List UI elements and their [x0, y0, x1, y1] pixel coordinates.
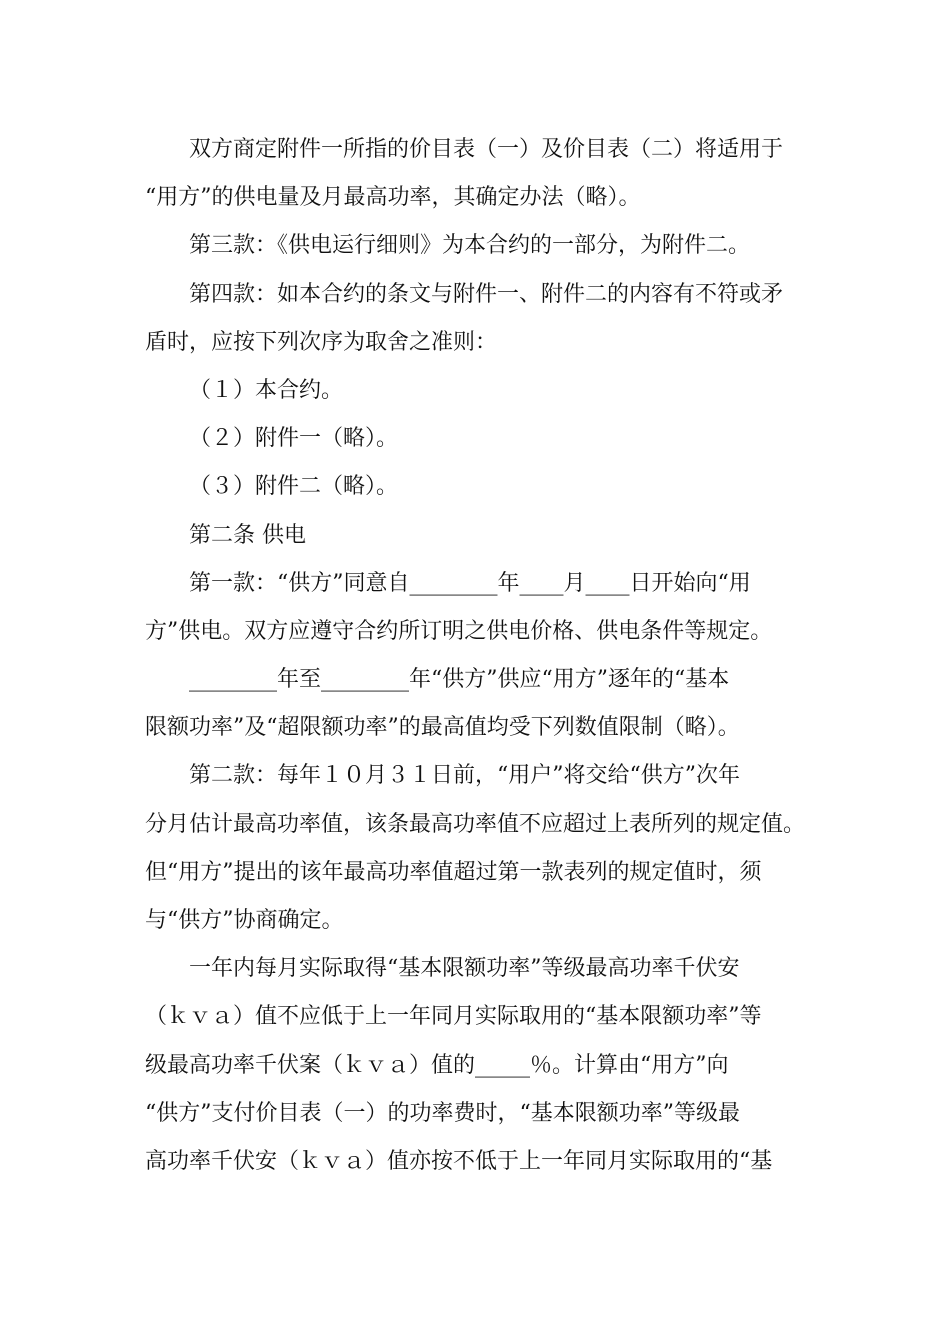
monthly-power-line-3: 级最高功率千伏案（ｋｖａ）值的_____％。计算由“用方”向	[145, 1052, 729, 1078]
article-2-clause-1-line-1: 第一款：“供方”同意自________年____月____日开始向“用	[189, 570, 751, 596]
article-2-clause-2-line-4: 与“供方”协商确定。	[145, 908, 344, 933]
article-2-clause-2-line-3: 但“用方”提出的该年最高功率值超过第一款表列的规定值时，须	[145, 859, 762, 885]
order-item-3: （３）附件二（略）。	[189, 474, 399, 500]
document-body	[145, 126, 805, 1186]
monthly-power-line-2: （ｋｖａ）值不应低于上一年同月实际取用的“基本限额功率”等	[145, 1004, 762, 1030]
monthly-power-line-1: 一年内每月实际取得“基本限额功率”等级最高功率千伏安	[189, 956, 740, 982]
order-item-1: （１）本合约。	[189, 377, 344, 403]
power-limit-line-1: ________年至________年“供方”供应“用方”逐年的“基本	[189, 667, 730, 693]
power-limit-line-2: 限额功率”及“超限额功率”的最高值均受下列数值限制（略）。	[145, 715, 740, 741]
article-2-heading: 第二条 供电	[189, 522, 306, 548]
article-2-clause-2-line-2: 分月估计最高功率值，该条最高功率值不应超过上表所列的规定值。	[145, 811, 806, 837]
clause-4-line-2: 盾时，应按下列次序为取舍之准则：	[145, 329, 498, 355]
order-item-2: （２）附件一（略）。	[189, 426, 399, 452]
clause-3-line: 第三款：《供电运行细则》为本合约的一部分，为附件二。	[189, 233, 751, 259]
clause-4-line-1: 第四款：如本合约的条文与附件一、附件二的内容有不符或矛	[189, 281, 784, 307]
paragraph-line-2: “用方”的供电量及月最高功率，其确定办法（略）。	[145, 185, 641, 211]
article-2-clause-1-line-2: 方”供电。双方应遵守合约所订明之供电价格、供电条件等规定。	[145, 618, 773, 644]
paragraph-line-1: 双方商定附件一所指的价目表（一）及价目表（二）将适用于	[189, 137, 784, 162]
monthly-power-line-5: 高功率千伏安（ｋｖａ）值亦按不低于上一年同月实际取用的“基	[145, 1148, 773, 1174]
article-2-clause-2-line-1: 第二款：每年１０月３１日前，“用户”将交给“供方”次年	[189, 763, 740, 789]
monthly-power-line-4: “供方”支付价目表（一）的功率费时，“基本限额功率”等级最	[145, 1100, 740, 1126]
